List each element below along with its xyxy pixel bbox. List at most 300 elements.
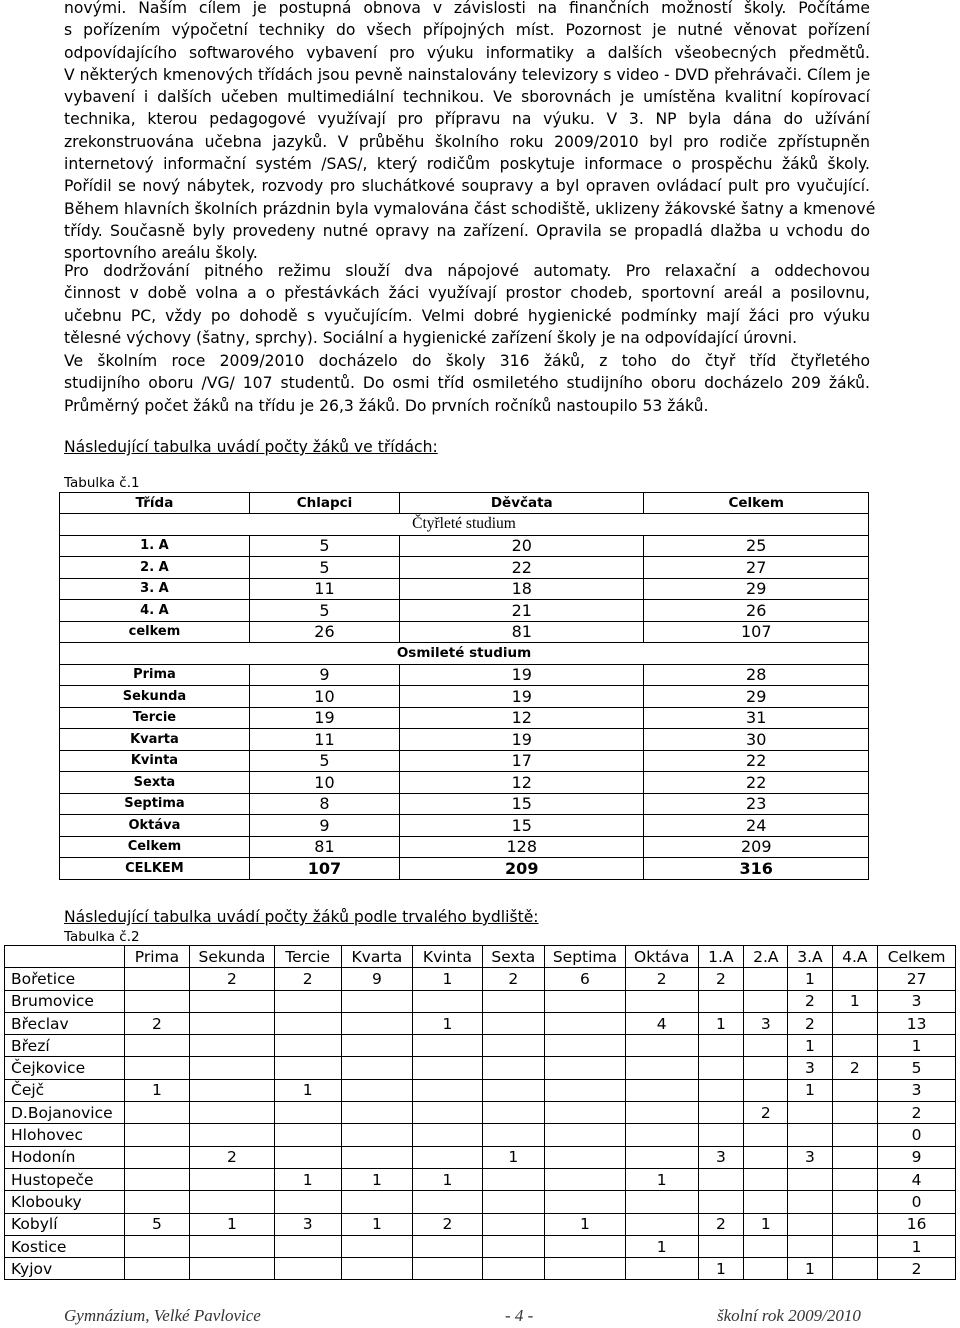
- table-cell: Hodonín: [5, 1146, 125, 1168]
- paragraph-line: Ve školním roce 2009/2010 docházelo do školy 316 žáků, z toho do čtyř tříd čtyřletého: [64, 352, 870, 370]
- table-cell: 2: [878, 1258, 956, 1280]
- table-cell: 28: [644, 664, 869, 686]
- table-cell: 15: [400, 793, 644, 815]
- table-cell: [482, 1079, 544, 1101]
- table-cell: 2: [878, 1102, 956, 1124]
- table2-caption: Tabulka č.2: [64, 929, 140, 945]
- table-cell: 12: [400, 707, 644, 729]
- footer-school: Gymnázium, Velké Pavlovice: [64, 1306, 261, 1325]
- table-cell: 21: [400, 600, 644, 622]
- table-header-cell: Prima: [124, 946, 189, 968]
- table-row: [60, 729, 869, 751]
- table-cell: [482, 1057, 544, 1079]
- table-cell: [832, 1168, 878, 1190]
- table-header-cell: Tercie: [274, 946, 341, 968]
- table-cell: [341, 1057, 412, 1079]
- table-cell: 19: [400, 664, 644, 686]
- table-cell: 2: [832, 1057, 878, 1079]
- table-cell: Sexta: [60, 772, 250, 794]
- table-header-cell: Děvčata: [400, 493, 644, 514]
- table-cell: [341, 1079, 412, 1101]
- table-cell: [190, 1057, 275, 1079]
- table-cell: [625, 1146, 698, 1168]
- table-cell: [744, 1079, 788, 1101]
- table-row: [5, 968, 956, 990]
- table-cell: 29: [644, 686, 869, 708]
- footer-school-year: školní rok 2009/2010: [717, 1306, 861, 1325]
- table-cell: 3. A: [60, 578, 250, 600]
- table-cell: [625, 1079, 698, 1101]
- table-cell: [744, 1235, 788, 1257]
- table-cell: 5: [878, 1057, 956, 1079]
- table-cell: [832, 1213, 878, 1235]
- table-cell: 22: [400, 557, 644, 579]
- table-cell: 25: [644, 535, 869, 557]
- table-cell: 10: [249, 686, 399, 708]
- table-cell: [274, 990, 341, 1012]
- table-cell: [274, 1258, 341, 1280]
- table-cell: 1: [190, 1213, 275, 1235]
- section-label: Čtyřleté studium: [60, 514, 869, 536]
- table-cell: [625, 1191, 698, 1213]
- table-cell: [341, 1124, 412, 1146]
- table-row: [60, 535, 869, 557]
- paragraph-line: Pořídil se nový nábytek, rozvody pro sluchátkové soupravy a byl opraven ovládací pult pro vyučující.: [64, 177, 870, 196]
- table-cell: [274, 1124, 341, 1146]
- table-cell: [341, 1146, 412, 1168]
- table-cell: [698, 1191, 744, 1213]
- table-row: [5, 1168, 956, 1190]
- table-cell: [832, 1079, 878, 1101]
- table-cell: [190, 1102, 275, 1124]
- table-cell: [698, 1057, 744, 1079]
- table-cell: 11: [249, 729, 399, 751]
- table-section-row: [60, 514, 869, 536]
- table-cell: [744, 1057, 788, 1079]
- table-cell: 2: [124, 1012, 189, 1034]
- table-cell: [544, 1124, 625, 1146]
- table-cell: [744, 1124, 788, 1146]
- table-header-cell: Celkem: [878, 946, 956, 968]
- table-cell: [788, 1168, 832, 1190]
- table-cell: Čejč: [5, 1079, 125, 1101]
- table-cell: CELKEM: [60, 858, 250, 880]
- table-cell: [544, 1012, 625, 1034]
- table-cell: 22: [644, 772, 869, 794]
- table-cell: [341, 1258, 412, 1280]
- table-header-cell: Chlapci: [249, 493, 399, 514]
- table-cell: [413, 1057, 483, 1079]
- table-cell: 2: [190, 968, 275, 990]
- table-cell: [832, 968, 878, 990]
- table-header-cell: Oktáva: [625, 946, 698, 968]
- table-cell: Hustopeče: [5, 1168, 125, 1190]
- table-row: [60, 836, 869, 858]
- table-cell: [124, 1035, 189, 1057]
- table-cell: [124, 1258, 189, 1280]
- table-cell: 2: [744, 1102, 788, 1124]
- table-cell: 19: [400, 729, 644, 751]
- table-header-cell: Septima: [544, 946, 625, 968]
- table-cell: 5: [249, 600, 399, 622]
- table-cell: [788, 1102, 832, 1124]
- table-cell: [274, 1235, 341, 1257]
- table-cell: Klobouky: [5, 1191, 125, 1213]
- section-label: Osmileté studium: [60, 643, 869, 665]
- table-cell: [274, 1191, 341, 1213]
- table-header-cell: 3.A: [788, 946, 832, 968]
- table-cell: 3: [788, 1146, 832, 1168]
- table-cell: 1: [832, 990, 878, 1012]
- table-cell: 27: [644, 557, 869, 579]
- table-cell: [832, 1235, 878, 1257]
- class-counts-table: [59, 492, 869, 880]
- table-cell: [341, 990, 412, 1012]
- table-cell: [413, 1235, 483, 1257]
- table-cell: [744, 1258, 788, 1280]
- table-cell: [413, 1191, 483, 1213]
- table-cell: D.Bojanovice: [5, 1102, 125, 1124]
- table-cell: celkem: [60, 621, 250, 643]
- table-cell: [625, 1213, 698, 1235]
- table-cell: 3: [698, 1146, 744, 1168]
- table-cell: [482, 1258, 544, 1280]
- table-cell: Prima: [60, 664, 250, 686]
- table-cell: 1: [698, 1258, 744, 1280]
- table-cell: [341, 1035, 412, 1057]
- table-cell: [413, 1079, 483, 1101]
- table-cell: 209: [644, 836, 869, 858]
- table-cell: Sekunda: [60, 686, 250, 708]
- residence-table: [4, 945, 956, 1280]
- table-row: [5, 1124, 956, 1146]
- table-cell: [698, 990, 744, 1012]
- table-row: [60, 772, 869, 794]
- table-cell: 1: [788, 1079, 832, 1101]
- paragraph-line: Pro dodržování pitného režimu slouží dva nápojové automaty. Pro relaxační a oddechovou: [64, 262, 870, 280]
- table-cell: [698, 1235, 744, 1257]
- table-cell: [625, 1035, 698, 1057]
- table-cell: 3: [788, 1057, 832, 1079]
- table-cell: 1: [788, 968, 832, 990]
- table-cell: 107: [249, 858, 399, 880]
- table-row: [60, 493, 869, 514]
- table-cell: Septima: [60, 793, 250, 815]
- table-row: [5, 1012, 956, 1034]
- table-cell: [124, 990, 189, 1012]
- table-cell: 9: [341, 968, 412, 990]
- table-row: [60, 600, 869, 622]
- table-cell: [482, 1213, 544, 1235]
- table-cell: 29: [644, 578, 869, 600]
- table-cell: [832, 1035, 878, 1057]
- table-cell: 19: [400, 686, 644, 708]
- table-cell: 0: [878, 1124, 956, 1146]
- table-cell: [482, 1191, 544, 1213]
- table-cell: 2: [413, 1213, 483, 1235]
- table-cell: [544, 1168, 625, 1190]
- table-cell: 3: [878, 990, 956, 1012]
- table-header-cell: Sexta: [482, 946, 544, 968]
- table-cell: 1: [274, 1079, 341, 1101]
- table-cell: [544, 1235, 625, 1257]
- table-cell: 9: [878, 1146, 956, 1168]
- table-cell: [832, 1124, 878, 1146]
- table-cell: 4: [625, 1012, 698, 1034]
- table-cell: 1: [698, 1012, 744, 1034]
- table1-caption: Tabulka č.1: [64, 475, 140, 491]
- table-cell: [832, 1102, 878, 1124]
- table-cell: 26: [644, 600, 869, 622]
- paragraph-students: [64, 350, 870, 417]
- table-cell: [413, 1102, 483, 1124]
- table-cell: [341, 1102, 412, 1124]
- table-cell: [482, 1012, 544, 1034]
- paragraph-line: třídy. Současně byly provedeny nutné opravy na zařízení. Opravila se propadlá dlažba u vchodu do: [64, 221, 870, 240]
- paragraph-equipment: [64, 0, 876, 265]
- table-cell: 2: [625, 968, 698, 990]
- table-cell: 1. A: [60, 535, 250, 557]
- table-cell: [744, 968, 788, 990]
- table-header-cell: 4.A: [832, 946, 878, 968]
- table-row: [60, 621, 869, 643]
- table-row: [60, 858, 869, 880]
- table-cell: Kvarta: [60, 729, 250, 751]
- table-row: [60, 578, 869, 600]
- table-cell: Březí: [5, 1035, 125, 1057]
- table-cell: [482, 1035, 544, 1057]
- table-header-cell: Sekunda: [190, 946, 275, 968]
- table-cell: Kyjov: [5, 1258, 125, 1280]
- table-row: [5, 990, 956, 1012]
- table-cell: 3: [274, 1213, 341, 1235]
- table-cell: [341, 1235, 412, 1257]
- table-cell: [124, 1168, 189, 1190]
- table-row: [60, 664, 869, 686]
- table-row: [60, 815, 869, 837]
- table-cell: 5: [249, 557, 399, 579]
- table-row: [5, 1079, 956, 1101]
- table-cell: 1: [788, 1035, 832, 1057]
- paragraph-line: tělesné výchovy (šatny, sprchy). Sociální a hygienické zařízení školy je na odpovídající úrovni.: [64, 328, 798, 347]
- table-cell: 1: [744, 1213, 788, 1235]
- table-cell: 1: [341, 1168, 412, 1190]
- table-cell: [341, 1012, 412, 1034]
- table-cell: 10: [249, 772, 399, 794]
- table-cell: 30: [644, 729, 869, 751]
- table-cell: [190, 1079, 275, 1101]
- table-cell: [744, 1191, 788, 1213]
- table-cell: 81: [400, 621, 644, 643]
- table-row: [60, 557, 869, 579]
- table-cell: [698, 1035, 744, 1057]
- table-row: [5, 1035, 956, 1057]
- paragraph-line: odpovídajícího softwarového vybavení pro výuku informatiky a dalších všeobecných předmětů.: [64, 43, 870, 62]
- table-cell: Čejkovice: [5, 1057, 125, 1079]
- table-row: [60, 793, 869, 815]
- table-cell: [124, 1235, 189, 1257]
- table-header-cell: Třída: [60, 493, 250, 514]
- table-cell: [832, 1191, 878, 1213]
- table-header-cell: Celkem: [644, 493, 869, 514]
- table-cell: 5: [124, 1213, 189, 1235]
- table-cell: [832, 1012, 878, 1034]
- table-cell: 23: [644, 793, 869, 815]
- table-cell: [190, 1168, 275, 1190]
- table-cell: 2: [788, 990, 832, 1012]
- paragraph-line: internetový informační systém /SAS/, který rodičům poskytuje informace o prospěchu žáků školy.: [64, 155, 870, 174]
- table-cell: [744, 1146, 788, 1168]
- table-cell: 13: [878, 1012, 956, 1034]
- paragraph-line: Během hlavních školních prázdnin byla vymalována část schodiště, uklizeny žákovské šatny a kmenové: [64, 199, 876, 218]
- table-cell: 2: [190, 1146, 275, 1168]
- table-cell: [274, 1057, 341, 1079]
- table-row: [60, 686, 869, 708]
- table-cell: [544, 1102, 625, 1124]
- table-cell: [698, 1124, 744, 1146]
- table-cell: [698, 1079, 744, 1101]
- table-cell: [788, 1191, 832, 1213]
- table-cell: 31: [644, 707, 869, 729]
- paragraph-line: studijního oboru /VG/ 107 studentů. Do osmi tříd osmiletého studijního oboru docházelo 209 žáků.: [64, 374, 870, 393]
- table-cell: 20: [400, 535, 644, 557]
- paragraph-line: sportovního areálu školy.: [64, 244, 258, 263]
- table-cell: [274, 1102, 341, 1124]
- table-cell: 22: [644, 750, 869, 772]
- table-cell: [788, 1124, 832, 1146]
- table-cell: [544, 990, 625, 1012]
- table-cell: 1: [413, 968, 483, 990]
- paragraph-line: s pořízením výpočetní techniky do všech přípojných míst. Pozornost je nutné věnovat pořízení: [64, 21, 870, 40]
- table-cell: 18: [400, 578, 644, 600]
- table-cell: 6: [544, 968, 625, 990]
- table-cell: 2. A: [60, 557, 250, 579]
- table-cell: [625, 1258, 698, 1280]
- table-cell: [744, 1035, 788, 1057]
- footer-page-number: - 4 -: [505, 1306, 534, 1325]
- table-cell: [482, 990, 544, 1012]
- table-cell: 2: [482, 968, 544, 990]
- table-cell: [124, 1102, 189, 1124]
- table-row: [60, 707, 869, 729]
- table-cell: [190, 1191, 275, 1213]
- table-cell: 4. A: [60, 600, 250, 622]
- table-cell: Břeclav: [5, 1012, 125, 1034]
- table-header-cell: [5, 946, 125, 968]
- table-cell: [190, 1235, 275, 1257]
- table-row: [5, 1258, 956, 1280]
- table-cell: [190, 1258, 275, 1280]
- table-cell: 1: [878, 1035, 956, 1057]
- table-cell: [274, 1146, 341, 1168]
- table-cell: [625, 1102, 698, 1124]
- table-cell: 12: [400, 772, 644, 794]
- table-cell: [744, 1168, 788, 1190]
- table-row: [5, 1057, 956, 1079]
- paragraph-line: vybavení i dalších učeben multimediální technikou. Ve sborovnách je umístěna kvalitní kopírovací: [64, 88, 870, 107]
- table-cell: 2: [788, 1012, 832, 1034]
- table-cell: [544, 1191, 625, 1213]
- table-cell: [413, 1124, 483, 1146]
- table-cell: [341, 1191, 412, 1213]
- table-cell: [274, 1012, 341, 1034]
- table-cell: [698, 1168, 744, 1190]
- table-cell: 1: [341, 1213, 412, 1235]
- table-cell: [625, 1057, 698, 1079]
- table-cell: [413, 1146, 483, 1168]
- table-cell: [274, 1035, 341, 1057]
- table-row: [5, 946, 956, 968]
- table-section-row: [60, 643, 869, 665]
- table-cell: 3: [744, 1012, 788, 1034]
- table-cell: 16: [878, 1213, 956, 1235]
- table-cell: 9: [249, 815, 399, 837]
- table-cell: [832, 1258, 878, 1280]
- table1-heading: Následující tabulka uvádí počty žáků ve třídách:: [64, 438, 438, 456]
- table-cell: 1: [625, 1168, 698, 1190]
- table-cell: 209: [400, 858, 644, 880]
- table-cell: 0: [878, 1191, 956, 1213]
- table-row: [5, 1102, 956, 1124]
- paragraph-line: V některých kmenových třídách jsou pevně nainstalovány televizory s video - DVD přehrávači. Cílem je: [64, 65, 871, 84]
- table-cell: 15: [400, 815, 644, 837]
- table-header-cell: 2.A: [744, 946, 788, 968]
- table-cell: 1: [124, 1079, 189, 1101]
- table-cell: 128: [400, 836, 644, 858]
- table-row: [5, 1146, 956, 1168]
- table-cell: [482, 1124, 544, 1146]
- table-cell: Bořetice: [5, 968, 125, 990]
- paragraph-line: učebnu PC, vždy po dohodě s vyučujícím. Velmi dobré hygienické podmínky mají žáci pro výuku: [64, 306, 870, 325]
- table-cell: 1: [482, 1146, 544, 1168]
- table-cell: [544, 1146, 625, 1168]
- table-cell: [482, 1235, 544, 1257]
- table-header-cell: Kvarta: [341, 946, 412, 968]
- table-cell: [544, 1057, 625, 1079]
- table-cell: 3: [878, 1079, 956, 1101]
- table-header-cell: 1.A: [698, 946, 744, 968]
- table-cell: 17: [400, 750, 644, 772]
- table-cell: Brumovice: [5, 990, 125, 1012]
- table-cell: [413, 1035, 483, 1057]
- table-cell: [788, 1213, 832, 1235]
- paragraph-line: technika, kterou pedagogové využívají pro přípravu na výuku. V 3. NP byla dána do užívání: [64, 110, 870, 129]
- table-cell: 24: [644, 815, 869, 837]
- table-cell: Oktáva: [60, 815, 250, 837]
- table-cell: [744, 990, 788, 1012]
- table-cell: [625, 990, 698, 1012]
- table-cell: [190, 1124, 275, 1146]
- table-cell: 2: [274, 968, 341, 990]
- table-cell: 1: [788, 1258, 832, 1280]
- table-cell: 5: [249, 535, 399, 557]
- table-cell: 11: [249, 578, 399, 600]
- table-cell: Kvinta: [60, 750, 250, 772]
- table-cell: [698, 1102, 744, 1124]
- table-cell: [124, 1191, 189, 1213]
- table-cell: 4: [878, 1168, 956, 1190]
- table-row: [5, 1213, 956, 1235]
- table-cell: [544, 1035, 625, 1057]
- table-cell: [124, 1124, 189, 1146]
- table-cell: [190, 990, 275, 1012]
- table-cell: 9: [249, 664, 399, 686]
- table-row: [5, 1191, 956, 1213]
- table-cell: Kostice: [5, 1235, 125, 1257]
- table-cell: 8: [249, 793, 399, 815]
- table-cell: Hlohovec: [5, 1124, 125, 1146]
- table-cell: 1: [544, 1213, 625, 1235]
